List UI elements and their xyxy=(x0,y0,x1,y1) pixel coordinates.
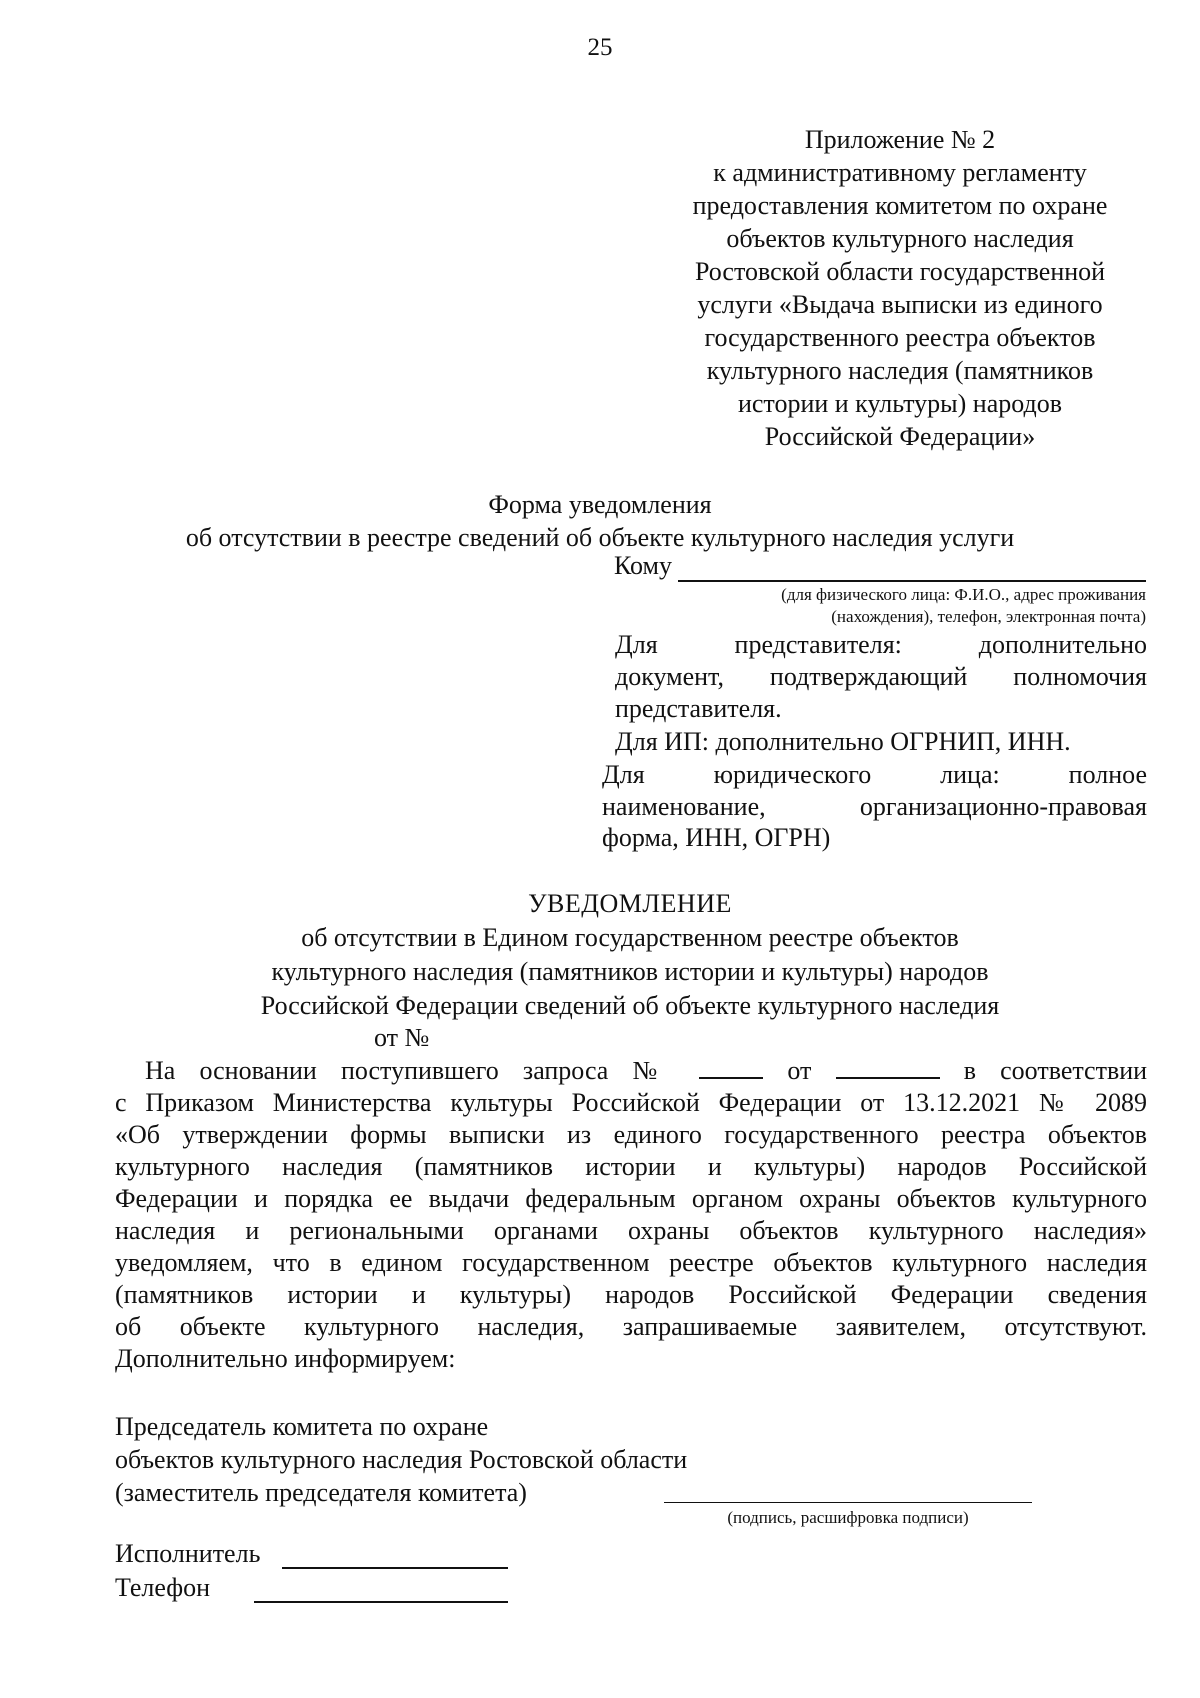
signature-hint: (подпись, расшифровка подписи) xyxy=(727,1508,969,1527)
appendix-line: культурного наследия (памятников xyxy=(706,356,1094,385)
body-text: На основании поступившего запроса № xyxy=(145,1056,675,1085)
appendix-line: Российской Федерации» xyxy=(764,422,1036,451)
appendix-line: к административному регламенту xyxy=(713,158,1087,187)
notice-title: УВЕДОМЛЕНИЕ xyxy=(528,889,732,918)
recipient-field-line[interactable] xyxy=(678,580,1146,582)
signatory-line: (заместитель председателя комитета) xyxy=(115,1478,527,1507)
form-title-line: Форма уведомления xyxy=(488,490,712,519)
phone-field-line[interactable] xyxy=(254,1601,508,1603)
body-line: культурного наследия (памятников истории и культуры) народов Российской xyxy=(115,1152,1147,1181)
body-line: уведомляем, что в едином государственном реестре объектов культурного наследия xyxy=(115,1248,1147,1277)
legal-entity-line: Для юридического лица: полное xyxy=(602,760,1147,789)
notice-heading xyxy=(0,887,1200,1023)
body-text: в соответствии xyxy=(963,1056,1148,1085)
body-line: с Приказом Министерства культуры Российской Федерации от 13.12.2021 № 2089 xyxy=(115,1088,1147,1117)
appendix-line: государственного реестра объектов xyxy=(704,323,1096,352)
appendix-line: предоставления комитетом по охране xyxy=(692,191,1108,220)
recipient-hint-line: (для физического лица: Ф.И.О., адрес проживания xyxy=(781,585,1146,604)
appendix-line: Ростовской области государственной xyxy=(694,257,1106,286)
notice-date-number: от № xyxy=(374,1023,430,1052)
signatory-block xyxy=(115,1410,687,1509)
legal-entity-line: форма, ИНН, ОГРН) xyxy=(602,823,831,852)
phone-label: Телефон xyxy=(115,1573,211,1602)
signatory-line: Председатель комитета по охране xyxy=(115,1412,489,1441)
legal-entity-line: наименование, организационно-правовая xyxy=(602,792,1147,821)
executor-field-line[interactable] xyxy=(282,1567,508,1569)
appendix-line: услуги «Выдача выписки из единого xyxy=(697,290,1103,319)
body-line: наследия и региональными органами охраны объектов культурного наследия» xyxy=(115,1216,1147,1245)
request-number-field[interactable] xyxy=(699,1055,763,1079)
signatory-line: объектов культурного наследия Ростовской области xyxy=(115,1445,688,1474)
request-date-field[interactable] xyxy=(836,1055,940,1079)
appendix-header xyxy=(650,123,1150,453)
representative-line: Для представителя: дополнительно xyxy=(615,630,1147,659)
body-line: об объекте культурного наследия, запрашиваемые заявителем, отсутствуют. xyxy=(115,1312,1147,1341)
body-text: от xyxy=(787,1056,812,1085)
body-line: Федерации и порядка ее выдачи федеральным органом охраны объектов культурного xyxy=(115,1184,1147,1213)
page-number: 25 xyxy=(587,34,613,61)
appendix-line: объектов культурного наследия xyxy=(726,224,1074,253)
appendix-line: Приложение № 2 xyxy=(804,125,996,154)
appendix-line: истории и культуры) народов xyxy=(737,389,1063,418)
representative-line: представителя. xyxy=(615,694,782,723)
body-line: (памятников истории и культуры) народов Российской Федерации сведения xyxy=(115,1280,1147,1309)
body-line xyxy=(115,1055,1147,1087)
notice-subtitle-line: Российской Федерации сведений об объекте культурного наследия xyxy=(260,991,1000,1020)
recipient-hint xyxy=(690,584,1146,628)
form-title xyxy=(0,488,1200,554)
notice-body xyxy=(115,1055,1147,1375)
signature-field-line[interactable] xyxy=(664,1502,1032,1503)
ip-requirements: Для ИП: дополнительно ОГРНИП, ИНН. xyxy=(615,727,1071,756)
notice-subtitle-line: об отсутствии в Едином государственном реестре объектов xyxy=(301,923,959,952)
form-title-subline: об отсутствии в реестре сведений об объекте культурного наследия услуги xyxy=(185,523,1015,552)
recipient-hint-line: (нахождения), телефон, электронная почта) xyxy=(831,607,1146,626)
recipient-label: Кому xyxy=(614,551,673,580)
executor-label: Исполнитель xyxy=(115,1539,261,1568)
body-line: «Об утверждении формы выписки из единого государственного реестра объектов xyxy=(115,1120,1147,1149)
representative-line: документ, подтверждающий полномочия xyxy=(615,662,1147,691)
body-line: Дополнительно информируем: xyxy=(115,1344,456,1373)
notice-subtitle-line: культурного наследия (памятников истории и культуры) народов xyxy=(271,957,989,986)
